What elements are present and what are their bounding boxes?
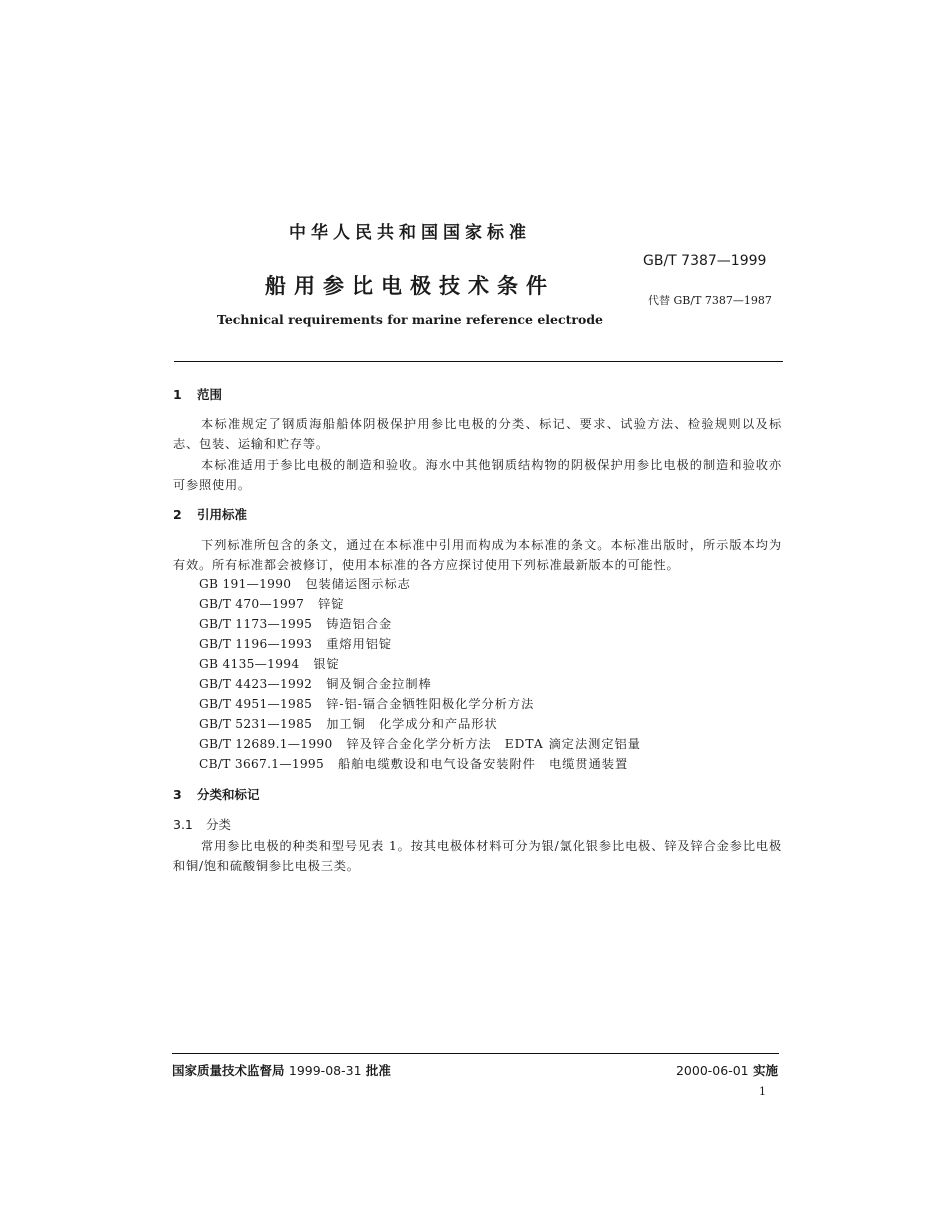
- subsection-3-1-heading: [173, 815, 231, 833]
- standard-number: [643, 253, 766, 269]
- document-title: 船用参比电极技术条件: [265, 274, 555, 298]
- section-2-intro: 下列标准所包含的条文，通过在本标准中引用而构成为本标准的条文。本标准出版时，所示版本均为有效。所有标准都会被修订，使用本标准的各方应探讨使用下列标准最新版本的可能性。: [173, 538, 782, 572]
- national-standard-heading: 中华人民共和国国家标准: [289, 223, 531, 243]
- reference-title: 铸造铝合金: [326, 617, 393, 631]
- reference-title: 包装储运图示标志: [305, 577, 411, 591]
- approval-label: 批准: [365, 1063, 391, 1078]
- subsection-3-1-paragraph: 常用参比电极的种类和型号见表 1。按其电极体材料可分为银/氯化银参比电极、锌及锌合金参比电极和铜/饱和硫酸铜参比电极三类。: [173, 839, 782, 873]
- reference-code: GB/T 12689.1—1990: [199, 737, 333, 751]
- section-2-heading: [173, 505, 247, 523]
- section-1-heading: [173, 385, 222, 403]
- reference-item: [199, 714, 641, 734]
- section-number: 2: [173, 507, 182, 522]
- document-title-english: Technical requirements for marine reference electrode: [216, 312, 604, 327]
- effective-info: [0, 1061, 778, 1079]
- effective-label: 实施: [752, 1063, 778, 1078]
- header-divider: [174, 361, 783, 362]
- reference-title: 锌-铝-镉合金牺牲阳极化学分析方法: [326, 697, 535, 711]
- section-title: 引用标准: [197, 507, 248, 522]
- reference-item: [199, 754, 641, 774]
- reference-code: GB 191—1990: [199, 577, 292, 591]
- section-number: 3: [173, 787, 182, 802]
- reference-code: GB/T 4951—1985: [199, 697, 313, 711]
- reference-code: GB/T 1196—1993: [199, 637, 313, 651]
- reference-code: GB/T 470—1997: [199, 597, 305, 611]
- reference-code: GB/T 5231—1985: [199, 717, 313, 731]
- reference-item: [199, 594, 641, 614]
- reference-item: [199, 694, 641, 714]
- reference-list: [199, 574, 641, 774]
- reference-title: 锌锭: [318, 597, 345, 611]
- reference-code: CB/T 3667.1—1995: [199, 757, 325, 771]
- section-3-heading: [173, 785, 260, 803]
- effective-date: 2000-06-01: [675, 1063, 749, 1078]
- page-number: 1: [759, 1085, 766, 1098]
- approval-date: 1999-08-31: [288, 1063, 362, 1078]
- reference-title: 铜及铜合金拉制棒: [326, 677, 432, 691]
- reference-title: 银锭: [313, 657, 340, 671]
- reference-item: [199, 634, 641, 654]
- reference-item: [199, 674, 641, 694]
- reference-title: 锌及锌合金化学分析方法 EDTA 滴定法测定铝量: [346, 737, 641, 751]
- reference-code: GB/T 1173—1995: [199, 617, 313, 631]
- reference-item: [199, 654, 641, 674]
- reference-code: GB/T 4423—1992: [199, 677, 313, 691]
- subsection-title: 分类: [206, 817, 232, 832]
- section-title: 范围: [197, 387, 223, 402]
- section-1-paragraph-1: 本标准规定了钢质海船船体阴极保护用参比电极的分类、标记、要求、试验方法、检验规则以及标志、包装、运输和贮存等。: [173, 417, 782, 451]
- subsection-number: 3.1: [173, 817, 193, 832]
- reference-code: GB 4135—1994: [199, 657, 300, 671]
- replaces-standard: 代替 GB/T 7387—1987: [648, 294, 772, 307]
- footer-divider: [172, 1053, 779, 1054]
- section-1-paragraph-2: 本标准适用于参比电极的制造和验收。海水中其他钢质结构物的阴极保护用参比电极的制造和验收亦可参照使用。: [173, 458, 782, 492]
- section-number: 1: [173, 387, 182, 402]
- reference-item: [199, 734, 641, 754]
- standard-number-text: GB/T 7387—1999: [643, 253, 767, 269]
- reference-item: [199, 574, 641, 594]
- issuing-authority: 国家质量技术监督局: [172, 1063, 285, 1078]
- reference-item: [199, 614, 641, 634]
- reference-title: 重熔用铝锭: [326, 637, 393, 651]
- reference-title: 船舶电缆敷设和电气设备安装附件 电缆贯通装置: [338, 757, 629, 771]
- reference-title: 加工铜 化学成分和产品形状: [326, 717, 498, 731]
- section-title: 分类和标记: [197, 787, 260, 802]
